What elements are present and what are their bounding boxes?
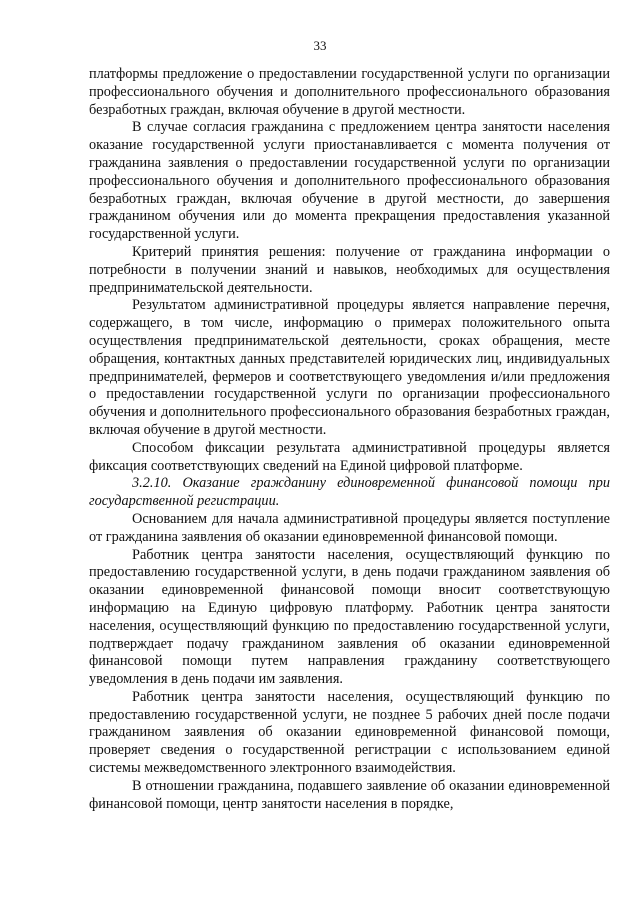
paragraph-fixation-method: Способом фиксации результата административной процедуры является фиксация соответствующих сведений на Единой цифровой платформе.	[89, 439, 610, 474]
paragraph-suspension: В случае согласия гражданина с предложением центра занятости населения оказание государственной услуги приостанавливается с момента получения от гражданина заявления о предоставлении государственной услуги по организации профессионального обучения и дополнительного профессионального образования безработных граждан, включая обучение в другой местности, до завершения гражданином обучения или до момента прекращения предоставления указанной государственной услуги.	[89, 119, 610, 243]
paragraph-registration-check: Работник центра занятости населения, осуществляющий функцию по предоставлению государственной услуги, не позднее 5 рабочих дней после подачи гражданином заявления об оказании единовременной финансовой помощи, проверяет сведения о государственной регистрации с использованием единой системы межведомственного электронного взаимодействия.	[89, 688, 610, 777]
paragraph-procedure-result: Результатом административной процедуры является направление перечня, содержащего, в том числе, информацию о примерах положительного опыта осуществления предпринимательской деятельности, сроках обращения, месте обращения, контактных данных представителей юридических лиц, индивидуальных предпринимателей, фермеров и соответствующего уведомления и/или предложения о предоставлении государственной услуги по организации профессионального обучения и дополнительного профессионального образования безработных граждан, включая обучение в другой местности.	[89, 297, 610, 438]
page-number: 33	[313, 38, 327, 53]
paragraph-procedure-basis: Основанием для начала административной процедуры является поступление от гражданина заявления об оказании единовременной финансовой помощи.	[89, 510, 610, 545]
paragraph-decision-criterion: Критерий принятия решения: получение от гражданина информации о потребности в получении знаний и навыков, необходимых для осуществления предпринимательской деятельности.	[89, 243, 610, 296]
paragraph-applicant: В отношении гражданина, подавшего заявление об оказании единовременной финансовой помощи, центр занятости населения в порядке,	[89, 777, 610, 812]
section-heading-3-2-10: 3.2.10. Оказание гражданину единовременной финансовой помощи при государственной регистрации.	[89, 475, 610, 510]
paragraph-continuation: платформы предложение о предоставлении государственной услуги по организации профессионального обучения и дополнительного профессионального образования безработных граждан, включая обучение в другой местности.	[89, 66, 610, 118]
paragraph-worker-actions: Работник центра занятости населения, осуществляющий функцию по предоставлению государственной услуги, в день подачи гражданином заявления об оказании единовременной финансовой помощи вносит соответствующую информацию на Единую цифровую платформу. Работник центра занятости населения, осуществляющий функцию по предоставлению государственной услуги, подтверждает подачу гражданином заявления об оказании единовременной финансовой помощи путем направления гражданину соответствующего уведомления в день подачи им заявления.	[89, 546, 610, 688]
document-body	[89, 66, 610, 813]
